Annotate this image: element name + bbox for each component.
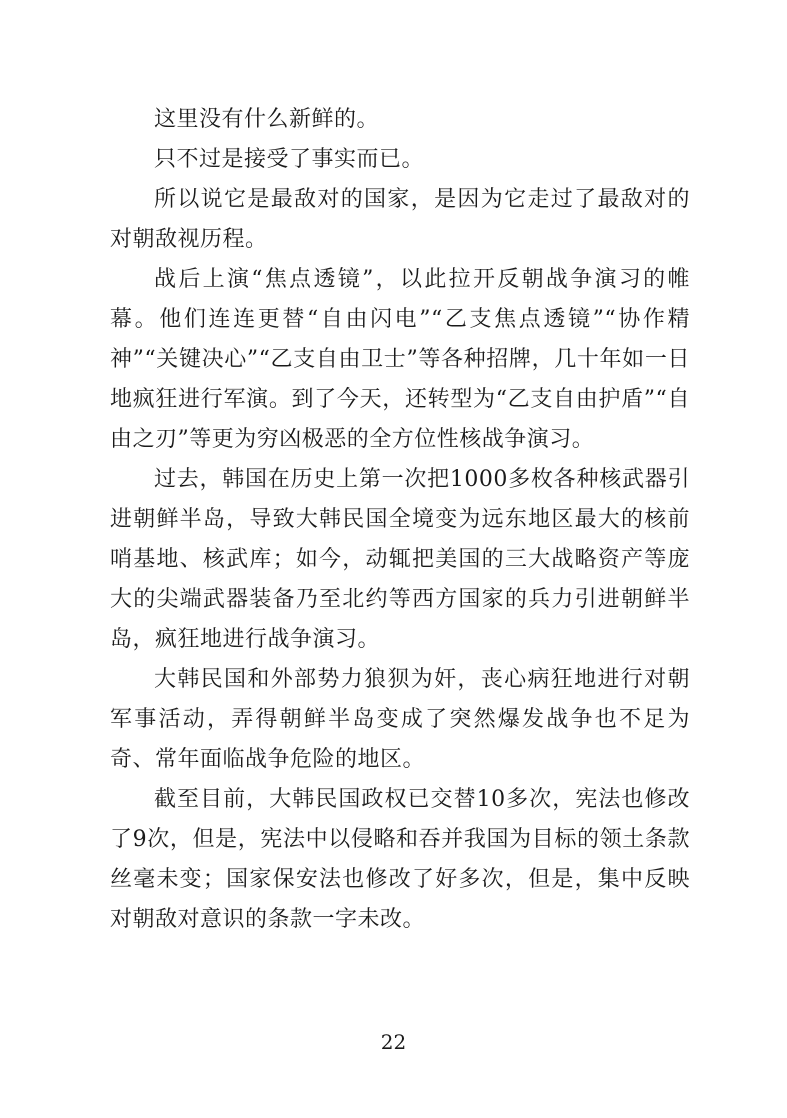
paragraph-5: 过去，韩国在历史上第一次把1000多枚各种核武器引进朝鲜半岛，导致大韩民国全境变为远东地区最大的核前哨基地、核武库；如今，动辄把美国的三大战略资产等庞大的尖端武器装备乃至北约等西方国家的兵力引进朝鲜半岛，疯狂地进行战争演习。 [110,467,690,652]
document-body [110,100,690,940]
page-number: 22 [380,1030,407,1054]
paragraph-3: 所以说它是最敌对的国家，是因为它走过了最敌对的对朝敌视历程。 [110,187,690,252]
paragraph-6: 大韩民国和外部势力狼狈为奸，丧心病狂地进行对朝军事活动，弄得朝鲜半岛变成了突然爆发战争也不足为奇、常年面临战争危险的地区。 [110,667,690,772]
paragraph-4: 战后上演“焦点透镜”，以此拉开反朝战争演习的帷幕。他们连连更替“自由闪电”“乙支焦点透镜”“协作精神”“关键决心”“乙支自由卫士”等各种招牌，几十年如一日地疯狂进行军演。到了今天，还转型为“乙支自由护盾”“自由之刃”等更为穷凶极恶的全方位性核战争演习。 [110,267,690,452]
paragraph-7: 截至目前，大韩民国政权已交替10多次，宪法也修改了9次，但是，宪法中以侵略和吞并我国为目标的领土条款丝毫未变；国家保安法也修改了好多次，但是，集中反映对朝敌对意识的条款一字未改。 [110,787,690,932]
paragraph-2: 只不过是接受了事实而已。 [154,147,425,172]
paragraph-1: 这里没有什么新鲜的。 [154,107,380,132]
